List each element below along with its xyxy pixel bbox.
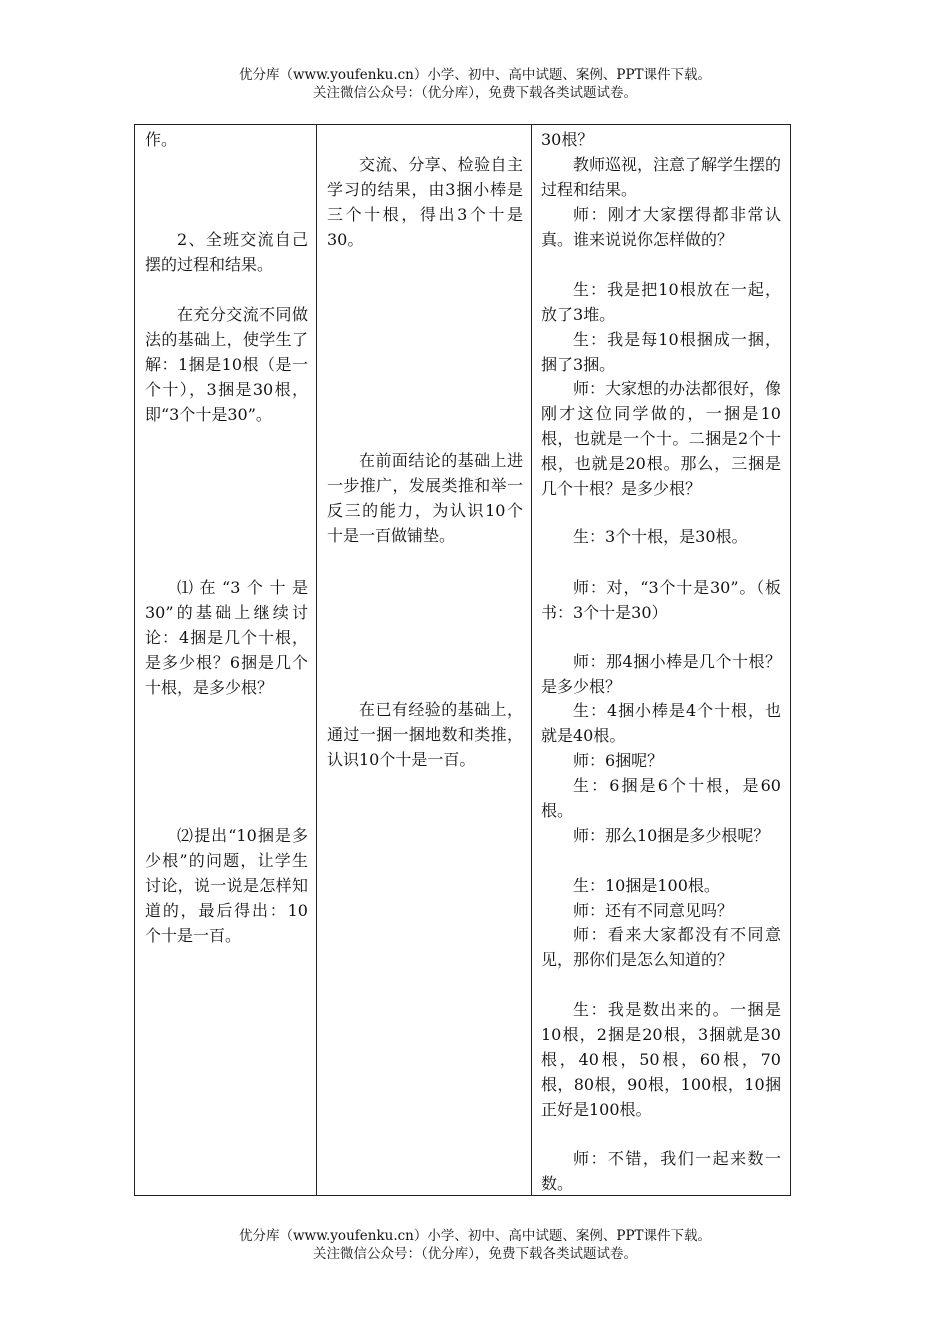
design-intent-cell [317,125,532,1196]
col3-paragraph-1: 教师巡视，注意了解学生摆的过程和结果。 [541,155,782,199]
col3-paragraph-14: 师：还有不同意见吗？ [573,901,734,920]
col3-paragraph-10: 师：6捆呢？ [573,751,664,770]
col3-paragraph-4: 生：我是每10根捆成一捆，捆了3捆。 [541,330,781,374]
table-row [135,125,791,1196]
col2-paragraph-3: 在已有经验的基础上，通过一捆一捆地数和类推，认识10个十是一百。 [327,700,523,769]
header-line-1: 优分库（www.youfenku.cn）小学、初中、高中试题、案例、PPT课件下载。 [238,67,712,83]
footer-line-2: 关注微信公众号：（优分库），免费下载各类试题试卷。 [313,1246,637,1262]
col3-paragraph-6: 生：3个十根，是30根。 [573,527,748,546]
col3-paragraph-9: 生：4捆小棒是4个十根，也就是40根。 [541,701,781,745]
col3-paragraph-8: 师：那4捆小棒是几个十根？是多少根？ [541,652,781,696]
header-line-2: 关注微信公众号：（优分库），免费下载各类试题试卷。 [313,85,637,101]
col1-paragraph-2: 在充分交流不同做法的基础上，使学生了解：1捆是10根（是一个十），3捆是30根，即“3个十是30”。 [145,305,308,424]
lesson-table [134,124,791,1196]
teaching-process-cell [135,125,317,1196]
col3-paragraph-17: 师：不错，我们一起来数一数。 [541,1149,781,1193]
col1-paragraph-3: ⑴在“3个十是30”的基础上继续讨论：4捆是几个十根，是多少根？6捆是几个十根，是多少根？ [145,578,308,697]
col3-paragraph-3: 生：我是把10根放在一起，放了3堆。 [541,280,781,324]
page-header [0,66,950,102]
col3-paragraph-12: 师：那么10捆是多少根呢？ [573,826,770,845]
col3-paragraph-15: 师：看来大家都没有不同意见，那你们是怎么知道的？ [541,925,781,969]
page-footer [0,1227,950,1263]
col3-paragraph-2: 师：刚才大家摆得都非常认真。谁来说说你怎样做的？ [541,205,781,249]
footer-line-1: 优分库（www.youfenku.cn）小学、初中、高中试题、案例、PPT课件下载。 [238,1228,712,1244]
col3-paragraph-11: 生：6捆是6个十根，是60根。 [541,776,781,820]
col3-paragraph-7: 师：对，“3个十是30”。（板书：3个十是30） [541,578,781,622]
col3-paragraph-5: 师：大家想的办法都很好，像刚才这位同学做的，一捆是10根，也就是一个十。二捆是2个十根，也就是20根。那么，三捆是几个十根？是多少根？ [541,379,782,498]
col3-paragraph-0: 30根？ [541,130,594,149]
col3-paragraph-13: 生：10捆是100根。 [573,876,720,895]
col3-paragraph-16: 生：我是数出来的。一捆是10根，2捆是20根，3捆就是30根，40根，50根，60根，70根，80根，90根，100根，10捆正好是100根。 [541,1000,781,1119]
col2-paragraph-2: 在前面结论的基础上进一步推广，发展类推和举一反三的能力，为认识10个十是一百做铺垫。 [327,451,523,545]
classroom-dialogue-cell [532,125,791,1196]
col1-paragraph-0: 作。 [145,130,178,149]
col1-paragraph-1: 2、全班交流自己摆的过程和结果。 [145,230,308,274]
col2-paragraph-1: 交流、分享、检验自主学习的结果，由3捆小棒是三个十根，得出3个十是30。 [327,155,523,249]
col1-paragraph-4: ⑵提出“10捆是多少根”的问题，让学生讨论，说一说是怎样知道的，最后得出：10个十是一百。 [145,826,308,945]
